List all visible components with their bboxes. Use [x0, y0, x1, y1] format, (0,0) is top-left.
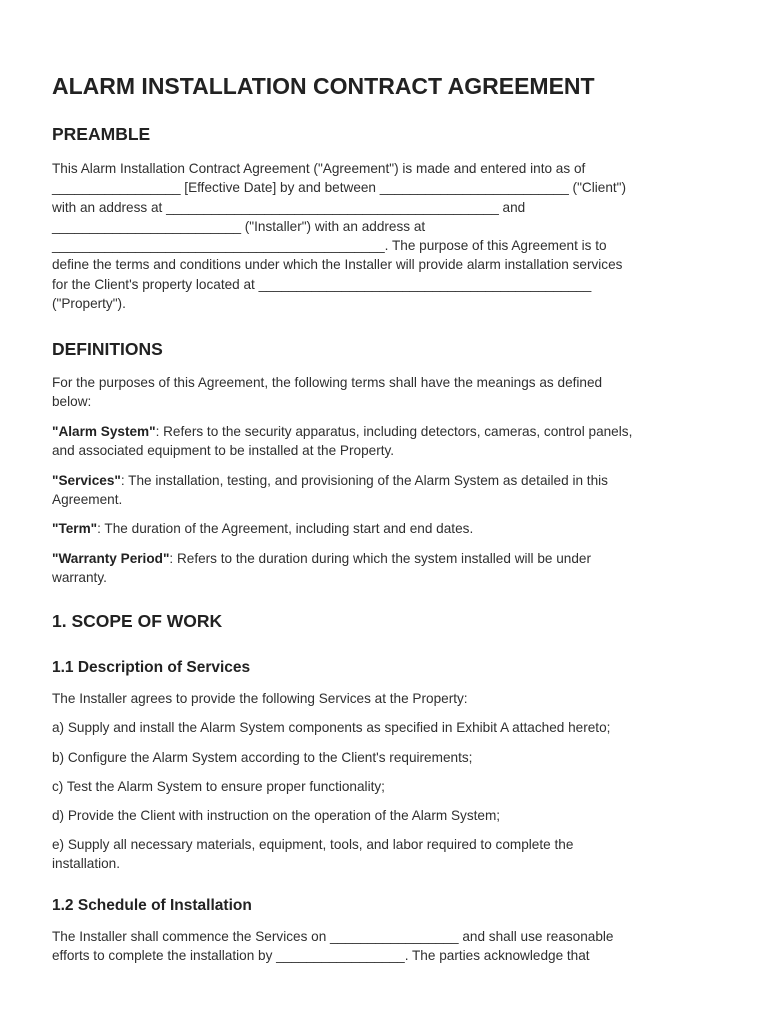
scope-sub1-heading: 1.1 Description of Services — [52, 659, 251, 676]
services-item — [52, 777, 720, 796]
services-item — [52, 748, 720, 767]
preamble-line: define the terms and conditions under which the Installer will provide alarm installation services — [52, 257, 623, 273]
preamble-line: This Alarm Installation Contract Agreement ("Agreement") is made and entered into as of — [52, 161, 586, 176]
preamble-line: _________________ [Effective Date] by and between _________________________ ("Client") — [52, 180, 627, 196]
services-item-text: b) Configure the Alarm System according to the Client's requirements; — [52, 750, 473, 765]
definitions-intro-line: below: — [52, 394, 92, 410]
preamble-line: _________________________ ("Installer") with an address at — [52, 218, 426, 234]
preamble-text — [52, 159, 720, 313]
definition-item-services — [52, 471, 720, 510]
services-item — [52, 718, 720, 737]
definition-term: "Term" — [52, 521, 98, 536]
services-item — [52, 835, 720, 874]
scope-sub2 — [52, 895, 720, 917]
services-item-text: c) Test the Alarm System to ensure proper functionality; — [52, 779, 385, 794]
scope-sub1 — [52, 657, 720, 679]
services-item-text: installation. — [52, 856, 121, 872]
definition-line — [52, 519, 720, 538]
definition-line: Agreement. — [52, 492, 123, 508]
preamble-line: ____________________________________________. The purpose of this Agreement is to — [52, 238, 607, 254]
definition-line: and associated equipment to be installed at the Property. — [52, 443, 395, 459]
preamble-heading: PREAMBLE — [52, 124, 151, 144]
definitions-section — [52, 337, 720, 361]
definition-item-alarm-system — [52, 422, 720, 461]
definition-term: "Alarm System" — [52, 424, 156, 439]
definition-text: : Refers to the duration during which the system installed will be under — [169, 551, 592, 566]
preamble-section — [52, 122, 720, 146]
definition-item-warranty-period — [52, 549, 720, 588]
scope-heading: 1. SCOPE OF WORK — [52, 611, 223, 631]
preamble-line: ("Property"). — [52, 296, 126, 312]
scope-sub1-intro: The Installer agrees to provide the following Services at the Property: — [52, 691, 468, 706]
services-item-text: d) Provide the Client with instruction on the operation of the Alarm System; — [52, 808, 501, 823]
schedule-line: efforts to complete the installation by _________________. The parties acknowledge that — [52, 948, 590, 964]
document-title: ALARM INSTALLATION CONTRACT AGREEMENT — [52, 73, 595, 99]
document-title-block — [52, 68, 720, 104]
services-item-text: a) Supply and install the Alarm System components as specified in Exhibit A attached hereto; — [52, 720, 611, 735]
schedule-line: The Installer shall commence the Services on _________________ and shall use reasonable — [52, 929, 614, 944]
scope-section — [52, 609, 720, 633]
definition-text: : Refers to the security apparatus, including detectors, cameras, control panels, — [155, 424, 633, 439]
definitions-intro-line: For the purposes of this Agreement, the following terms shall have the meanings as defined — [52, 375, 603, 390]
definition-text: : The duration of the Agreement, including start and end dates. — [97, 521, 474, 536]
definition-line — [52, 422, 720, 441]
scope-sub2-heading: 1.2 Schedule of Installation — [52, 897, 252, 914]
definitions-heading: DEFINITIONS — [52, 339, 163, 359]
scope-sub1-intro-block — [52, 689, 720, 708]
preamble-line: for the Client's property located at ____________________________________________ — [52, 276, 592, 292]
definition-term: "Warranty Period" — [52, 551, 170, 566]
definition-item-term — [52, 519, 720, 538]
definition-line — [52, 471, 720, 490]
definitions-intro — [52, 373, 720, 412]
preamble-line: with an address at ____________________________________________ and — [52, 199, 526, 215]
services-item — [52, 806, 720, 825]
definition-line: warranty. — [52, 570, 107, 586]
services-item-text: e) Supply all necessary materials, equipment, tools, and labor required to complete the — [52, 837, 574, 852]
definition-text: : The installation, testing, and provisioning of the Alarm System as detailed in this — [120, 473, 608, 488]
scope-sub2-text — [52, 927, 720, 966]
definition-term: "Services" — [52, 473, 121, 488]
definition-line — [52, 549, 720, 568]
